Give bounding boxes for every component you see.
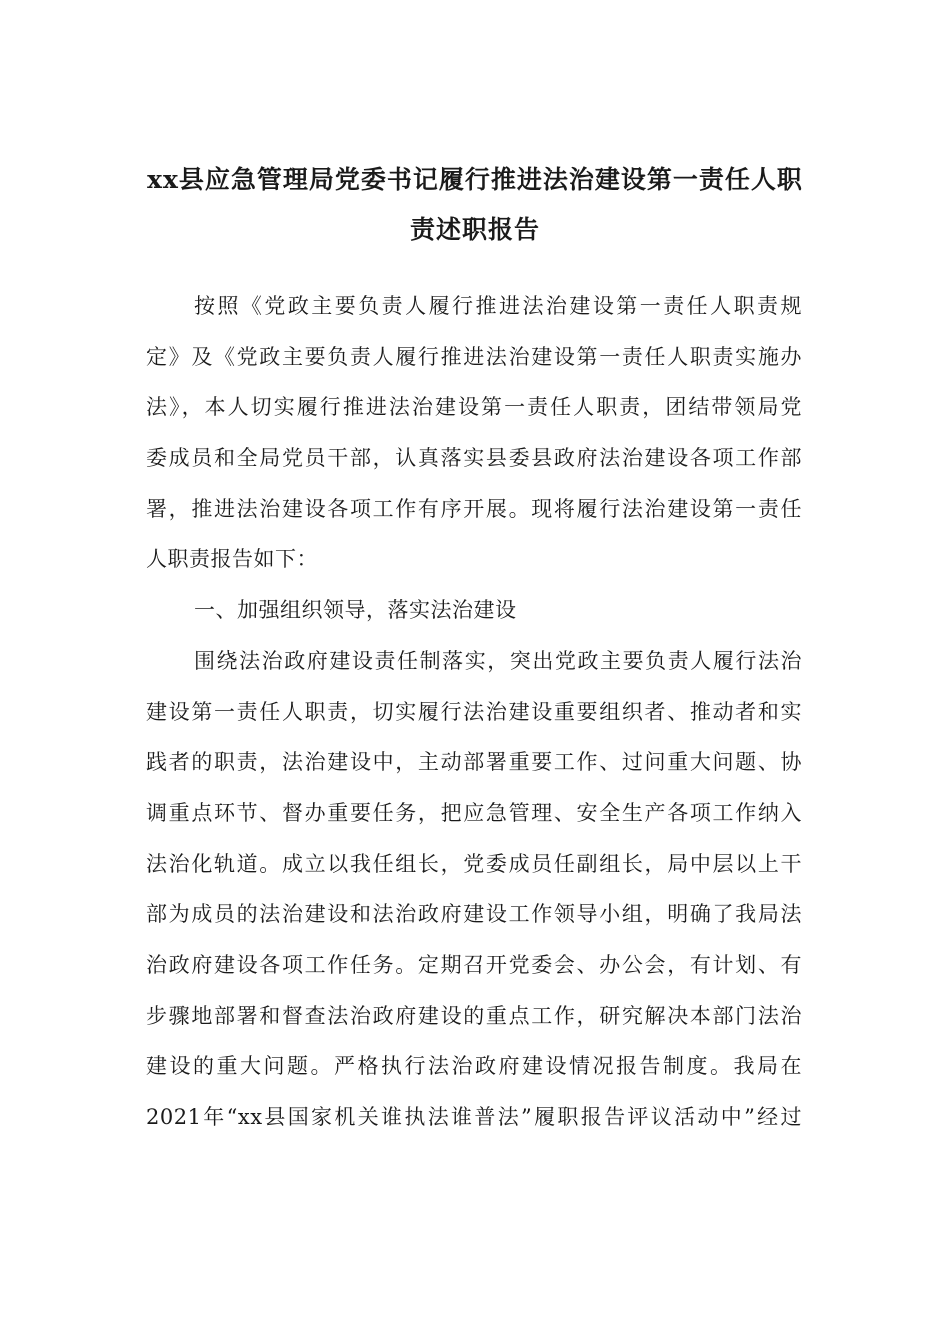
document-title-line-1: xx县应急管理局党委书记履行推进法治建设第一责任人职 xyxy=(147,165,803,194)
body-text-line: 法》，本人切实履行推进法治建设第一责任人职责，团结带领局党 xyxy=(146,395,802,420)
body-text-line: 按照《党政主要负责人履行推进法治建设第一责任人职责规 xyxy=(194,294,802,318)
document-body xyxy=(146,281,802,1143)
body-text-line: 法治化轨道。成立以我任组长，党委成员任副组长，局中层以上干 xyxy=(146,851,802,876)
body-text-line: 2021年“xx县国家机关谁执法谁普法”履职报告评议活动中”经过 xyxy=(146,1105,802,1129)
document-title-line-2: 责述职报告 xyxy=(409,215,540,244)
body-text-line: 调重点环节、督办重要任务，把应急管理、安全生产各项工作纳入 xyxy=(146,800,802,825)
body-text-line: 定》及《党政主要负责人履行推进法治建设第一责任人职责实施办 xyxy=(146,344,802,369)
body-text-line: 一、加强组织领导，落实法治建设 xyxy=(194,598,517,623)
body-text-line: 践者的职责，法治建设中，主动部署重要工作、过问重大问题、协 xyxy=(146,750,802,775)
body-text-line: 人职责报告如下： xyxy=(146,547,318,572)
body-text-line: 署，推进法治建设各项工作有序开展。现将履行法治建设第一责任 xyxy=(146,496,802,521)
body-text-line: 建设第一责任人职责，切实履行法治建设重要组织者、推动者和实 xyxy=(146,699,802,724)
body-text-line: 建设的重大问题。严格执行法治政府建设情况报告制度。我局在 xyxy=(146,1054,802,1079)
body-text-line: 围绕法治政府建设责任制落实，突出党政主要负责人履行法治 xyxy=(194,648,802,673)
body-text-line: 步骤地部署和督查法治政府建设的重点工作，研究解决本部门法治 xyxy=(146,1003,802,1028)
body-text-line: 治政府建设各项工作任务。定期召开党委会、办公会，有计划、有 xyxy=(146,952,802,977)
body-text-line: 部为成员的法治建设和法治政府建设工作领导小组，明确了我局法 xyxy=(146,902,802,927)
body-text-line: 委成员和全局党员干部，认真落实县委县政府法治建设各项工作部 xyxy=(146,446,802,471)
